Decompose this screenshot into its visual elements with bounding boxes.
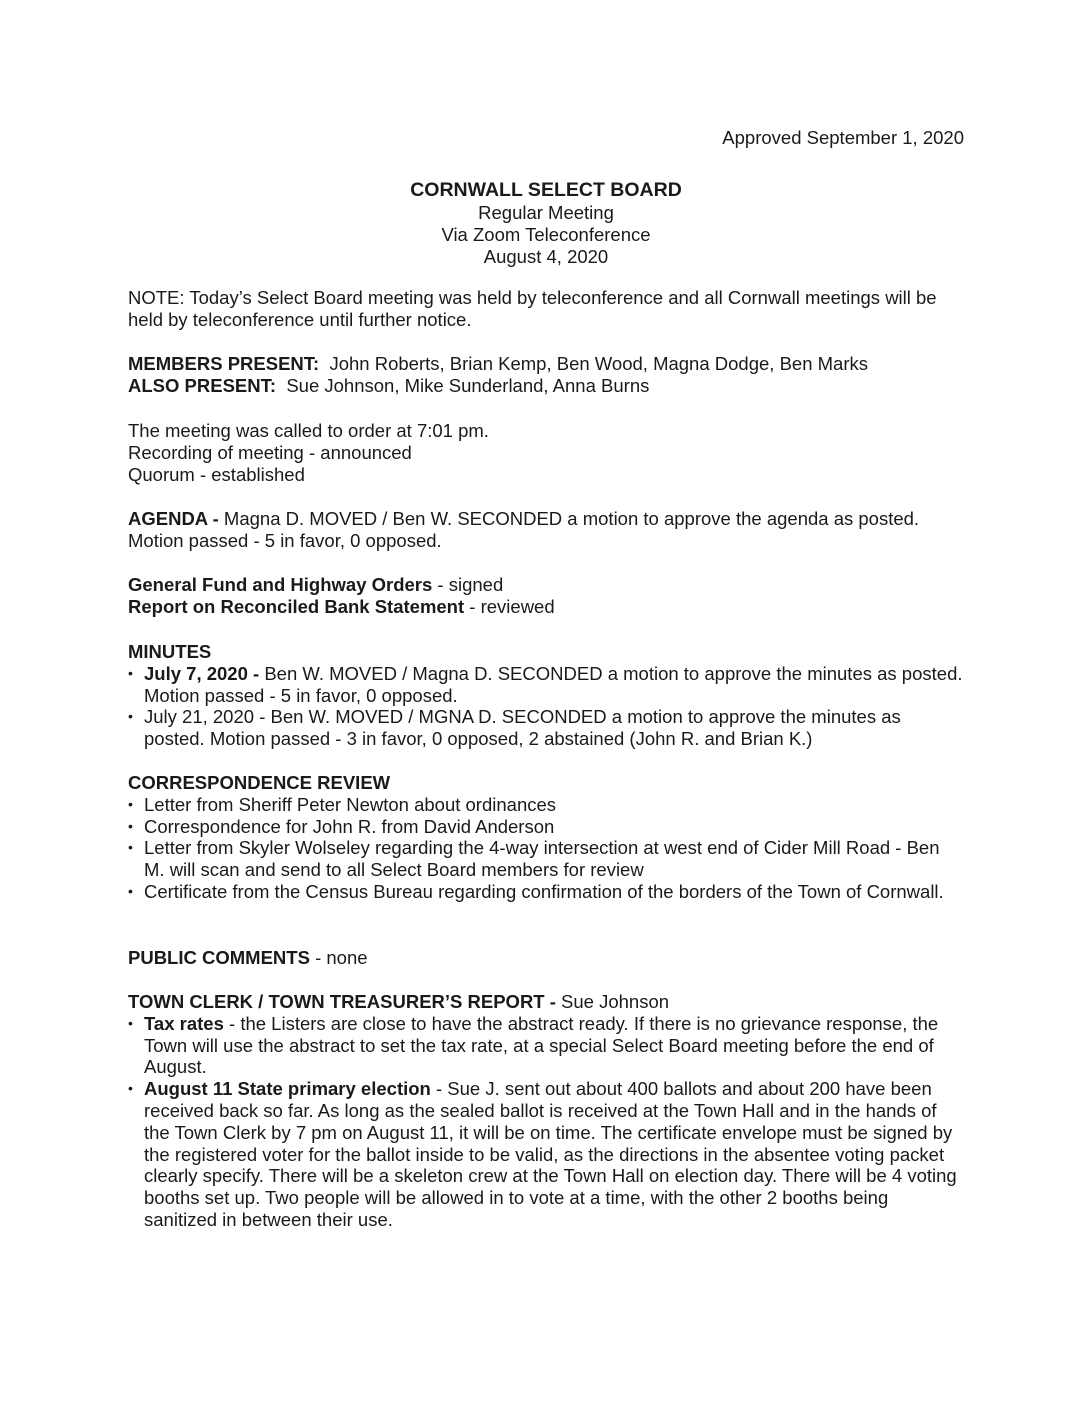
bank-report-label: Report on Reconciled Bank Statement (128, 595, 465, 617)
meeting-type: Regular Meeting (478, 202, 614, 223)
election-text: - Sue J. sent out about 400 ballots and about 200 have been received back so far. As long as the sealed ballot is received at the Town Hall and in the hands of the Town Clerk by 7 pm on August 11, it will be on time. The certificate envelope must be signed by the registered voter for the ballot inside to be valid, as the directions in the absentee voting packet clearly specify. There will be a skeleton crew at the Town Hall on election day. There will be 4 voting booths set up. Two people will be allowed in to vote at a time, with the other 2 booths being sanitized in between their use. (144, 1078, 957, 1230)
minutes-item-date: July 7, 2020 - (144, 662, 260, 684)
bank-report-line (128, 596, 964, 618)
also-present-names: Sue Johnson, Mike Sunderland, Anna Burns (286, 374, 650, 396)
members-present-line (128, 353, 964, 375)
attendance-section (128, 353, 964, 397)
agenda-paragraph (128, 508, 964, 552)
public-comments-label: PUBLIC COMMENTS (128, 947, 316, 968)
call-to-order: The meeting was called to order at 7:01 pm. (128, 420, 489, 441)
also-present-label: ALSO PRESENT: (128, 374, 277, 396)
election-label: August 11 State primary election (144, 1078, 431, 1100)
clerk-report-list (128, 1013, 964, 1231)
recording-status: Recording of meeting - announced (128, 441, 412, 463)
correspondence-section (128, 772, 964, 903)
list-item (128, 1078, 964, 1231)
public-comments-line (128, 947, 964, 969)
agenda-label: AGENDA - (128, 508, 219, 529)
orders-text: - signed (432, 574, 504, 595)
tax-rates-text: - the Listers are close to have the abstract ready. If there is no grievance response, the Town will use the abstract to set the tax rate, at a special Select Board meeting before the end of August. (144, 1012, 939, 1078)
also-present-line (128, 375, 964, 397)
document-title: CORNWALL SELECT BOARD (410, 179, 682, 201)
clerk-report-section (128, 991, 964, 1231)
correspondence-heading: CORRESPONDENCE REVIEW (128, 772, 391, 793)
list-item: • Correspondence for John R. from David Anderson (128, 816, 964, 838)
meeting-venue: Via Zoom Teleconference (441, 223, 651, 245)
members-present-label: MEMBERS PRESENT: (128, 353, 320, 374)
bank-report-text: - reviewed (464, 595, 555, 617)
agenda-text: Magna D. MOVED / Ben W. SECONDED a motion to approve the agenda as posted. Motion passed - 5 in favor, 0 opposed. (128, 508, 920, 551)
public-comments-text: - none (315, 947, 368, 968)
quorum-status: Quorum - established (128, 463, 305, 485)
list-item: • Letter from Sheriff Peter Newton about ordinances (128, 794, 964, 816)
correspondence-list (128, 794, 964, 903)
orders-label: General Fund and Highway Orders (128, 574, 433, 595)
list-item (128, 1013, 964, 1078)
document-header (128, 178, 964, 267)
clerk-report-heading-line (128, 991, 964, 1013)
clerk-report-heading: TOWN CLERK / TOWN TREASURER’S REPORT - (128, 991, 556, 1012)
list-item: • July 21, 2020 - Ben W. MOVED / MGNA D. SECONDED a motion to approve the minutes as posted. Motion passed - 3 in favor, 0 opposed, 2 abstained (John R. and Brian K.) (128, 706, 964, 750)
orders-line (128, 574, 964, 596)
meeting-date: August 4, 2020 (483, 245, 609, 267)
orders-section (128, 574, 964, 618)
list-item (128, 663, 964, 707)
tax-rates-label: Tax rates (144, 1012, 224, 1034)
approval-date: Approved September 1, 2020 (722, 127, 964, 148)
members-present-names: John Roberts, Brian Kemp, Ben Wood, Magna Dodge, Ben Marks (329, 353, 868, 374)
minutes-section (128, 641, 964, 750)
minutes-list (128, 663, 964, 750)
opening-section (128, 420, 964, 485)
note-paragraph: NOTE: Today’s Select Board meeting was held by teleconference and all Cornwall meetings will be held by teleconference until further notice. (128, 287, 937, 330)
list-item: • Letter from Skyler Wolseley regarding the 4-way intersection at west end of Cider Mill Road - Ben M. will scan and send to all Select Board members for review (128, 837, 964, 881)
clerk-report-presenter: Sue Johnson (555, 991, 670, 1012)
minutes-heading: MINUTES (128, 641, 212, 662)
list-item: • Certificate from the Census Bureau regarding confirmation of the borders of the Town of Cornwall. (128, 881, 964, 903)
minutes-item-text: Ben W. MOVED / Magna D. SECONDED a motion to approve the minutes as posted. Motion passed - 5 in favor, 0 opposed. (144, 662, 963, 706)
